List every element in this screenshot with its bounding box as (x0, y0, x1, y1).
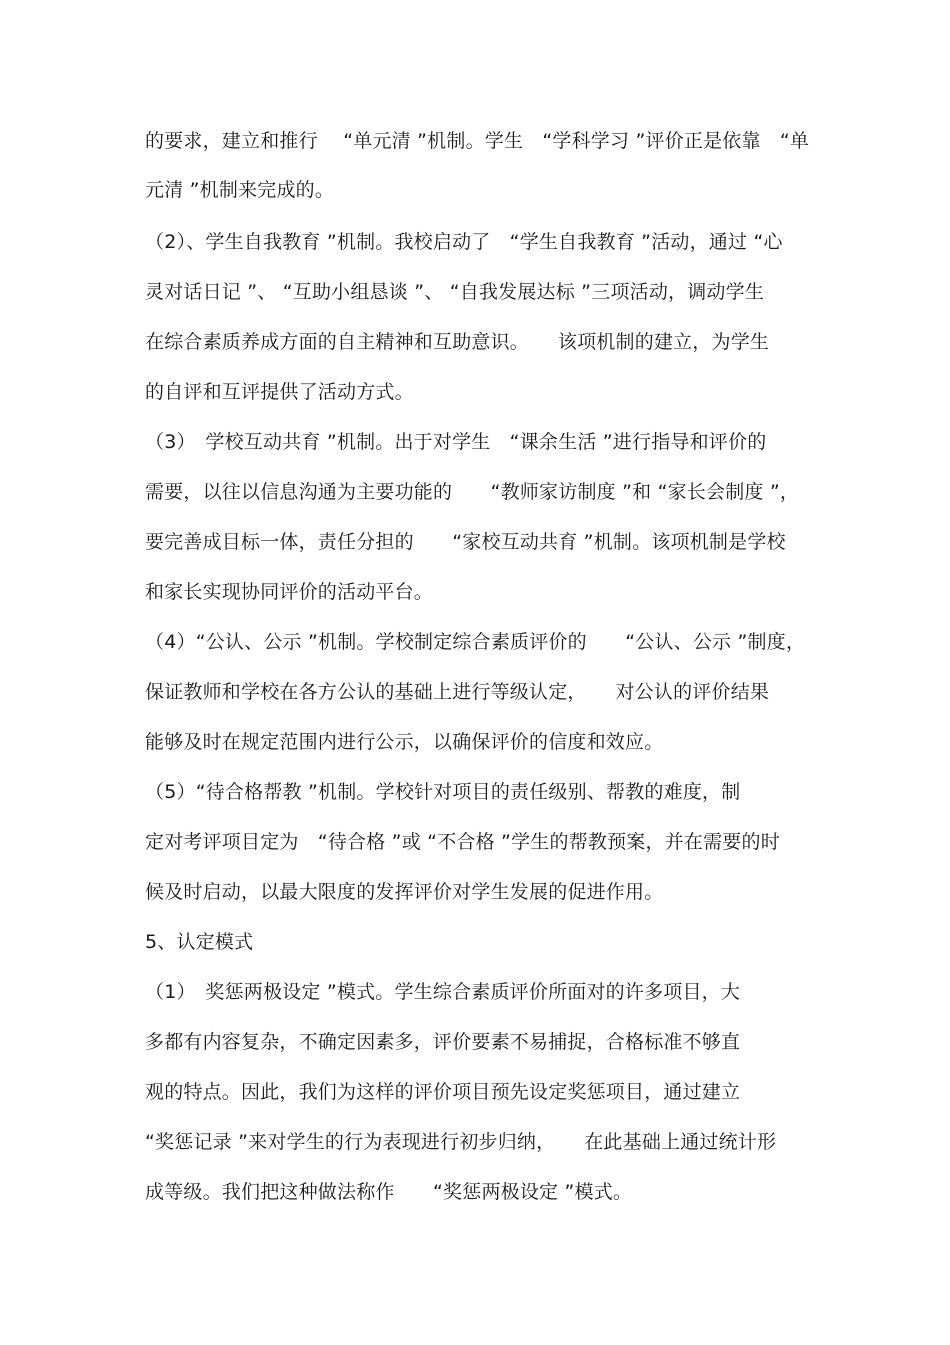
text-line: （3） 学校互动共育 ”机制。出于对学生 “课余生活 ”进行指导和评价的 (145, 431, 767, 453)
text-line: 能够及时在规定范围内进行公示，以确保评价的信度和效应。 (145, 731, 664, 753)
text-line: 候及时启动，以最大限度的发挥评价对学生发展的促进作用。 (145, 881, 664, 903)
text-line: （4）“公认、公示 ”机制。学校制定综合素质评价的 “公认、公示 ”制度， (145, 631, 806, 653)
text-line: 成等级。我们把这种做法称作 “奖惩两极设定 ”模式。 (145, 1181, 633, 1203)
text-line: “奖惩记录 ”来对学生的行为表现进行初步归纳， 在此基础上通过统计形 (145, 1131, 777, 1153)
text-line: 保证教师和学校在各方公认的基础上进行等级认定， 对公认的评价结果 (145, 681, 770, 703)
text-line: 观的特点。因此，我们为这样的评价项目预先设定奖惩项目，通过建立 (145, 1081, 741, 1103)
text-line: 要完善成目标一体，责任分担的 “家校互动共育 ”机制。该项机制是学校 (145, 531, 786, 553)
text-line: 灵对话日记 ”、 “互助小组恳谈 ”、 “自我发展达标 ”三项活动，调动学生 (145, 281, 765, 303)
text-line: （5）“待合格帮教 ”机制。学校针对项目的责任级别、帮教的难度，制 (145, 781, 741, 803)
text-line: 的自评和互评提供了活动方式。 (145, 381, 414, 403)
text-line: 多都有内容复杂，不确定因素多，评价要素不易捕捉，合格标准不够直 (145, 1031, 741, 1053)
text-line: 的要求，建立和推行 “单元清 ”机制。学生 “学科学习 ”评价正是依靠 “单 (145, 130, 810, 152)
section-heading: 5、认定模式 (145, 931, 254, 953)
text-line: 定对考评项目定为 “待合格 ”或 “不合格 ”学生的帮教预案，并在需要的时 (145, 831, 780, 853)
text-line: 需要，以往以信息沟通为主要功能的 “教师家访制度 ”和 “家长会制度 ”， (145, 481, 800, 503)
text-line: （1） 奖惩两极设定 ”模式。学生综合素质评价所面对的许多项目，大 (145, 981, 741, 1003)
text-line: （2）、学生自我教育 ”机制。我校启动了 “学生自我教育 ”活动，通过 “心 (145, 231, 783, 253)
text-line: 和家长实现协同评价的活动平台。 (145, 581, 434, 603)
text-line: 在综合素质养成方面的自主精神和互助意识。 该项机制的建立，为学生 (145, 331, 770, 353)
text-line: 元清 ”机制来完成的。 (145, 179, 335, 201)
